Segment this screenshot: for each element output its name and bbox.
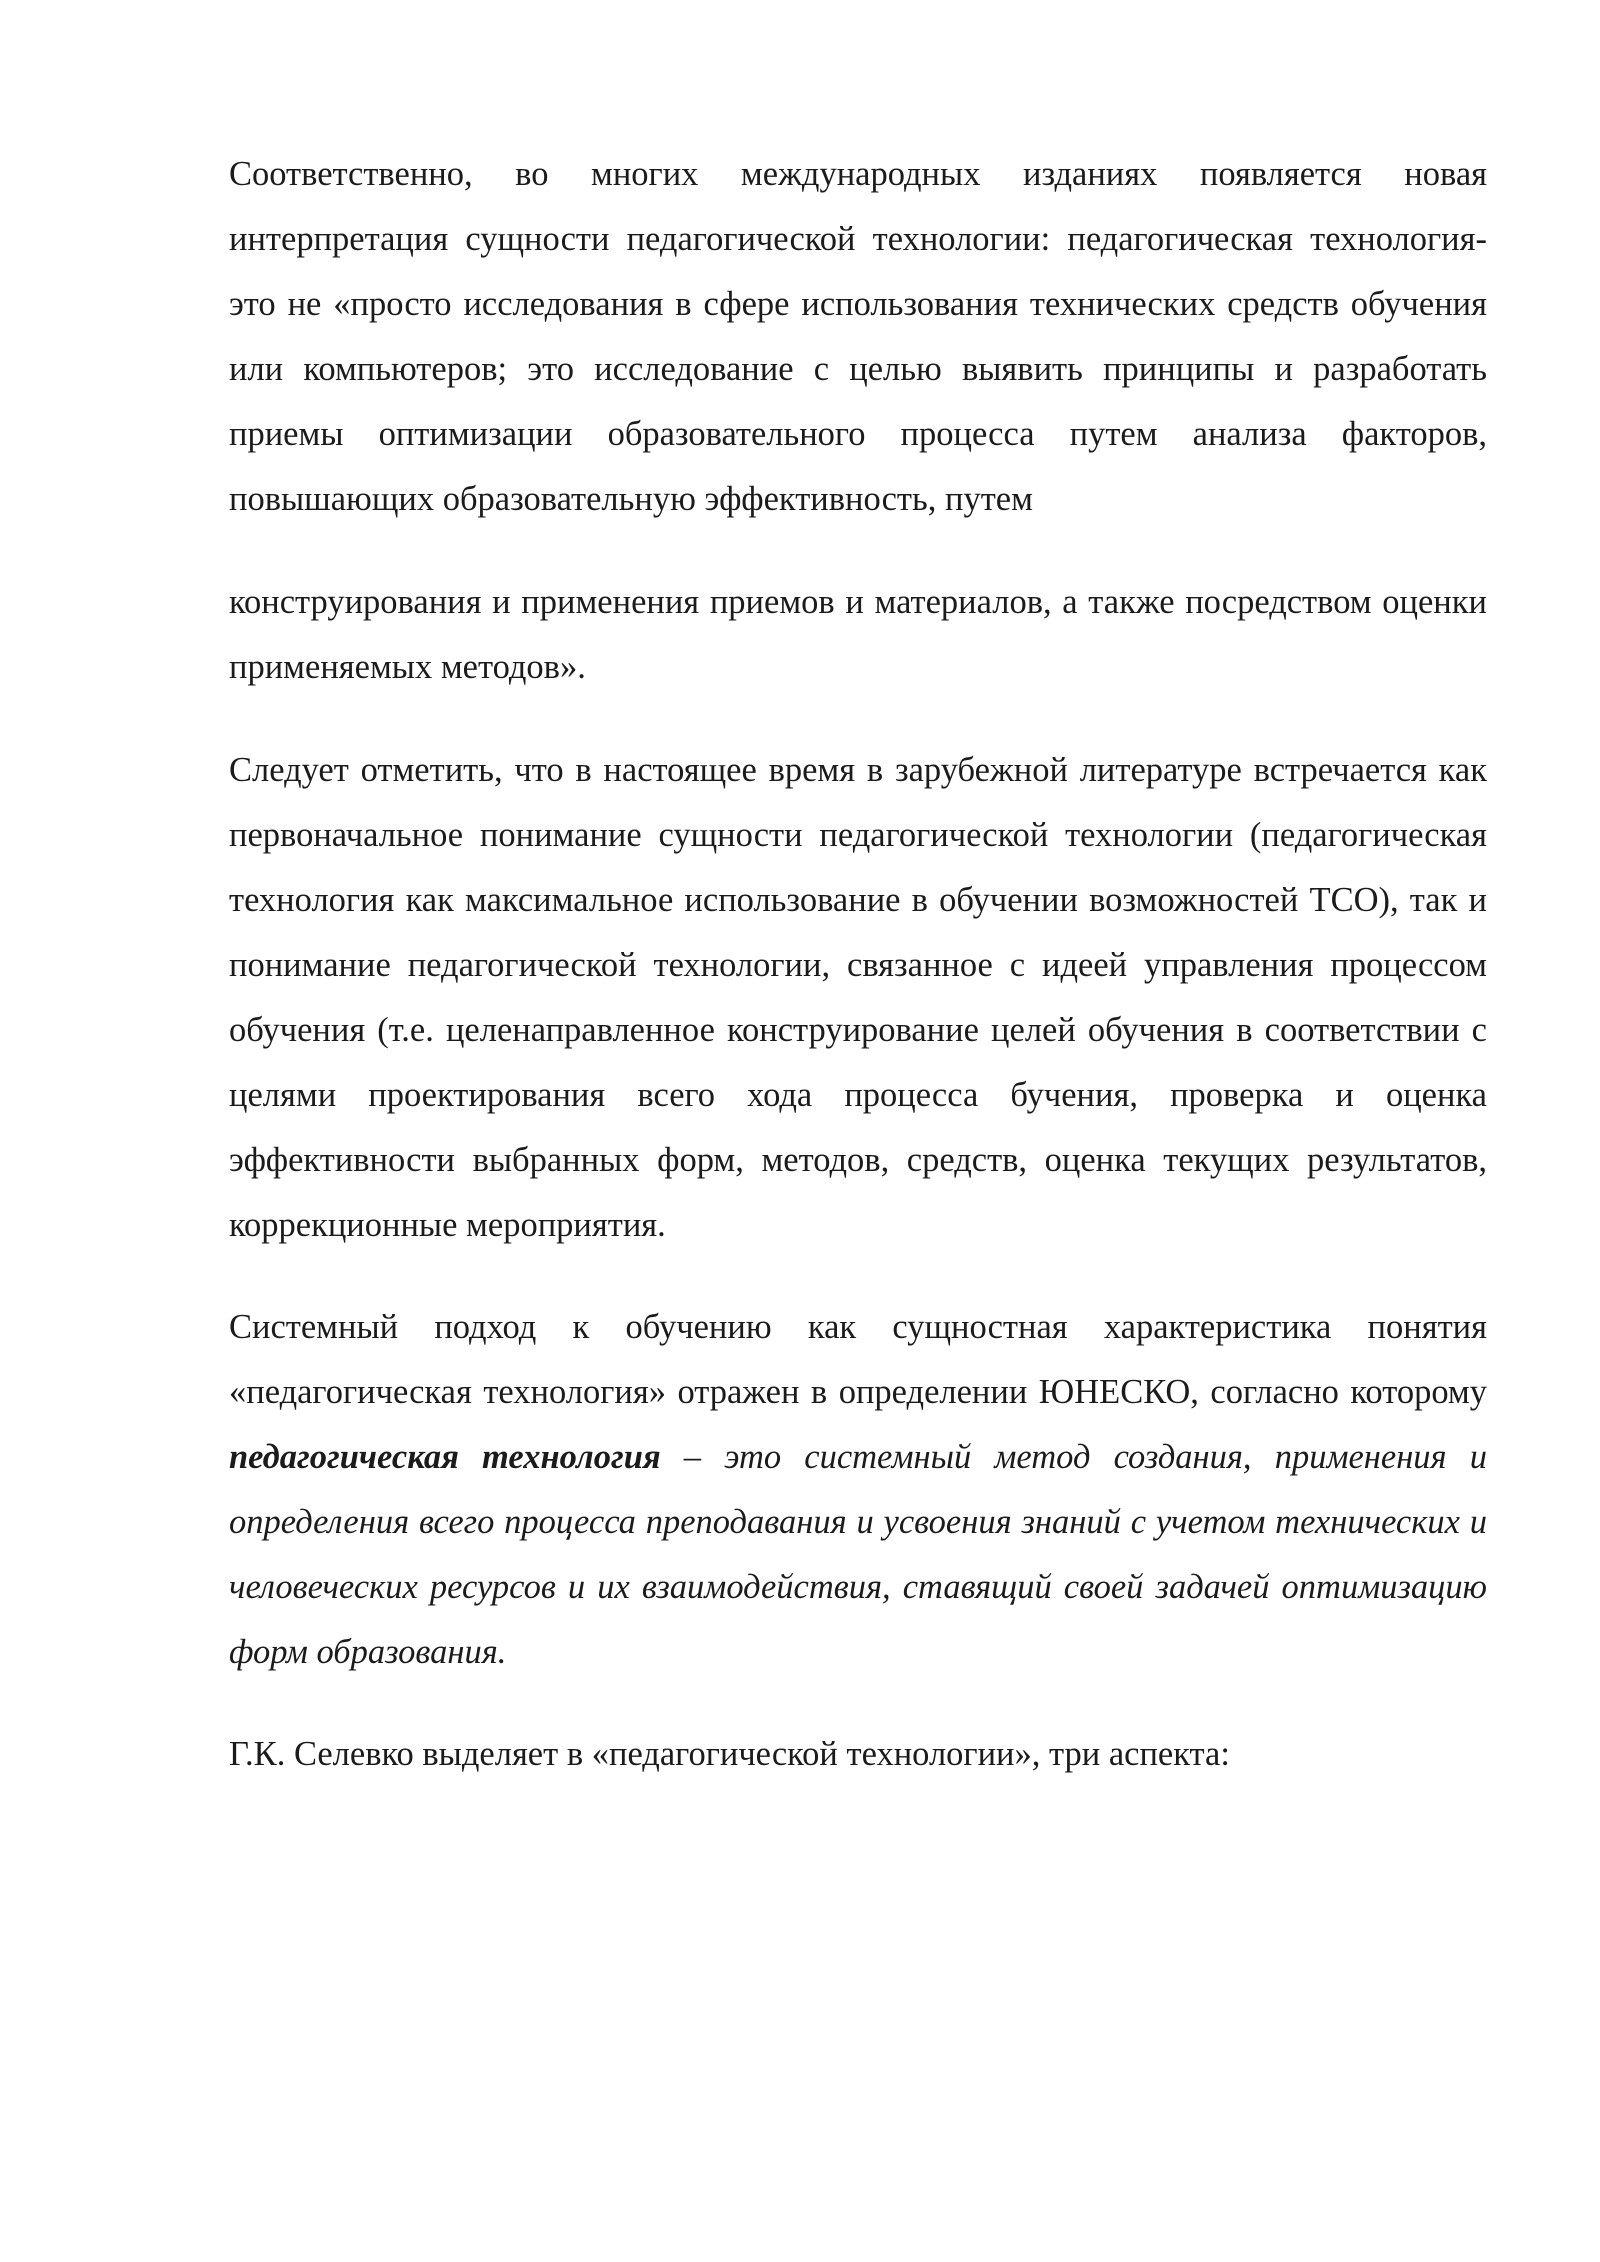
term-definition: – это системный метод создания, применения и определения всего процесса преподавания и усвоения знаний с учетом технических и человеческих ресурсов и их взаимодействия, ставящий своей задачей оптимизацию форм образования.: [229, 1438, 1487, 1671]
unesco-lead-text: Системный подход к обучению как сущностная характеристика понятия «педагогическая технология» отражен в определении ЮНЕСКО, согласно которому: [229, 1308, 1487, 1411]
paragraph-selevko-aspects: Г.К. Селевко выделяет в «педагогической технологии», три аспекта:: [229, 1735, 1230, 1773]
paragraph-foreign-literature-understanding: Следует отметить, что в настоящее время в зарубежной литературе встречается как первоначальное понимание сущности педагогической технологии (педагогическая технология как максимальное использование в обучении возможностей ТСО), так и понимание педагогической технологии, связанное с идеей управления процессом обучения (т.е. целенаправленное конструирование целей обучения в соответствии с целями проектирования всего хода процесса бучения, проверка и оценка эффективности выбранных форм, методов, средств, оценка текущих результатов, коррекционные мероприятия.: [229, 751, 1487, 1244]
defined-term: педагогическая технология: [229, 1438, 661, 1476]
paragraph-pedagogical-technology-interpretation: Соответственно, во многих международных изданиях появляется новая интерпретация сущности педагогической технологии: педагогическая технология-это не «просто исследования в сфере использования технических средств обучения или компьютеров; это исследование с целью выявить принципы и разработать приемы оптимизации образовательного процесса путем анализа факторов, повышающих образовательную эффективность, путем: [229, 155, 1487, 518]
paragraph-unesco-definition: [229, 1295, 1487, 1685]
paragraph-construction-and-evaluation: конструирования и применения приемов и материалов, а также посредством оценки применяемых методов».: [229, 583, 1487, 686]
text-column: [229, 142, 1487, 1787]
